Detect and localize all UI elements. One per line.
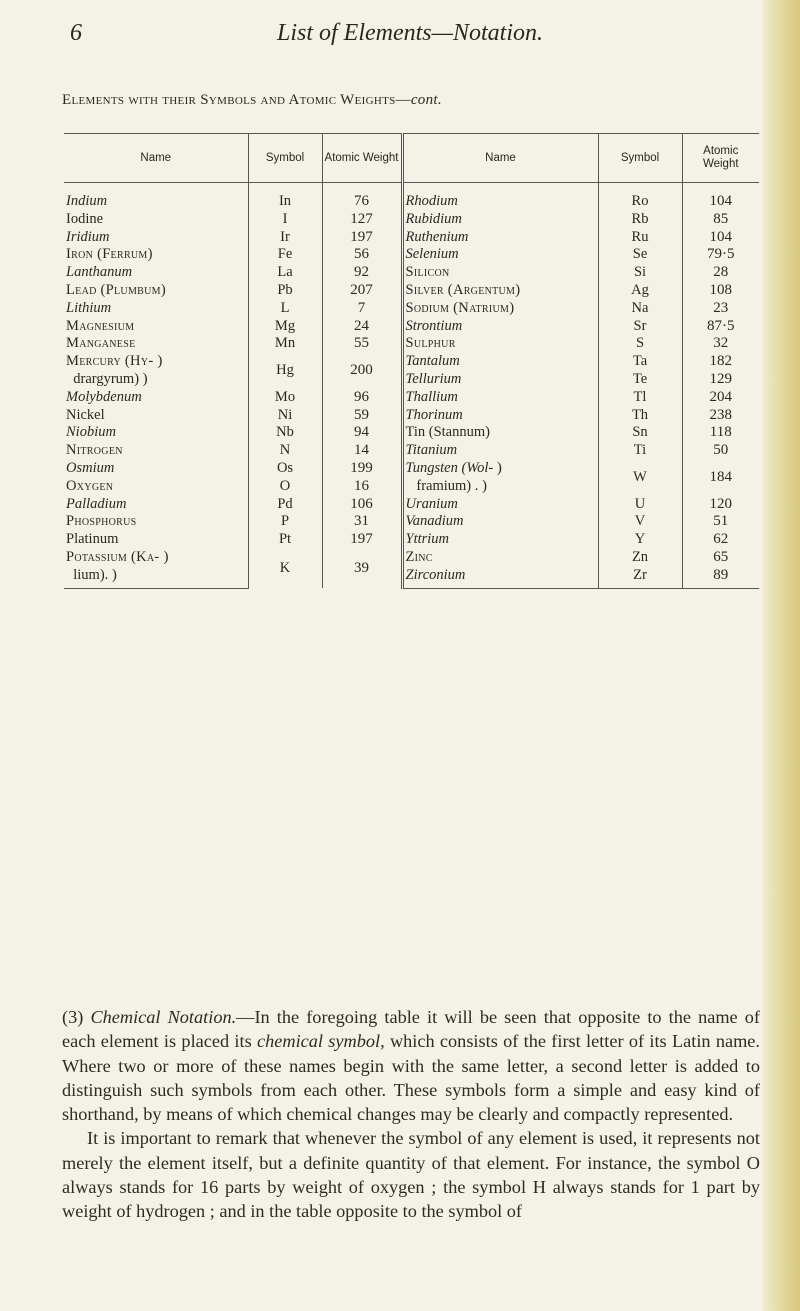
- page-number: 6: [70, 20, 82, 46]
- element-weight: 118: [682, 424, 759, 442]
- element-symbol: Fe: [248, 246, 322, 264]
- table-row: [64, 264, 759, 282]
- brace-glyph: ): [496, 459, 502, 476]
- table-row: [64, 531, 759, 549]
- element-symbol: Tl: [598, 389, 682, 407]
- table-row: [64, 424, 759, 442]
- table-row: [64, 407, 759, 425]
- table-row: [64, 371, 759, 389]
- element-weight: 106: [322, 496, 402, 514]
- element-symbol: Si: [598, 264, 682, 282]
- element-weight: 104: [682, 193, 759, 211]
- element-name: Tellurium: [402, 371, 598, 389]
- element-symbol: Zn: [598, 549, 682, 567]
- element-name: [64, 353, 248, 371]
- paragraph-text: It is important to remark that whenever the symbol of any element is used, it represents not merely the element itself, but a definite quantity of that element. For instance, the symbol O always stands for 16 parts by weight of oxygen ; the symbol H always stands for 1 part by weight of hydrogen ; and in the table opposite to the symbol of: [62, 1128, 760, 1222]
- element-name-line2: framium): [416, 477, 472, 494]
- element-weight: 14: [322, 442, 402, 460]
- element-symbol: Sn: [598, 424, 682, 442]
- element-weight: 87·5: [682, 318, 759, 336]
- element-name: Yttrium: [402, 531, 598, 549]
- element-name: Osmium: [66, 459, 115, 476]
- table-row: [64, 353, 759, 371]
- element-weight: 56: [322, 246, 402, 264]
- element-name: Silicon: [402, 264, 598, 282]
- paragraph-symbols: [62, 1126, 760, 1223]
- element-name: Selenium: [402, 246, 598, 264]
- element-symbol: Th: [598, 407, 682, 425]
- element-symbol: Os: [248, 460, 322, 478]
- section-heading: Chemical Notation.: [90, 1007, 237, 1027]
- element-weight: 129: [682, 371, 759, 389]
- element-symbol: K: [248, 549, 322, 588]
- element-symbol: Hg: [248, 353, 322, 389]
- element-symbol: V: [598, 513, 682, 531]
- element-weight: 28: [682, 264, 759, 282]
- element-name: Uranium: [402, 496, 598, 514]
- body-text: [62, 1005, 760, 1224]
- brace-glyph: ): [482, 477, 488, 494]
- table-title: [62, 92, 762, 109]
- table-row: [64, 300, 759, 318]
- element-symbol: Mo: [248, 389, 322, 407]
- table-row: [64, 318, 759, 336]
- table-row: [64, 460, 759, 478]
- element-weight: 127: [322, 211, 402, 229]
- col-header-name-right: Name: [402, 134, 598, 183]
- element-name: lium). ): [64, 567, 248, 588]
- element-symbol: U: [598, 496, 682, 514]
- col-header-symbol-left: Symbol: [248, 134, 322, 183]
- element-symbol: Sr: [598, 318, 682, 336]
- element-weight: 96: [322, 389, 402, 407]
- table-title-cont: cont.: [410, 92, 442, 108]
- page-header: [70, 20, 750, 60]
- element-name: Nitrogen: [66, 442, 123, 459]
- element-name: Magnesium: [66, 317, 135, 334]
- element-name: Rhodium: [402, 193, 598, 211]
- element-weight: 108: [682, 282, 759, 300]
- table-title-main: Elements with their Symbols and Atomic Weights—: [62, 92, 411, 108]
- element-name: Nickel: [66, 406, 105, 423]
- element-weight: 197: [322, 531, 402, 549]
- element-symbol: Ti: [598, 442, 682, 460]
- col-header-weight-right: Atomic Weight: [682, 134, 759, 183]
- element-weight: 204: [682, 389, 759, 407]
- element-name: Zirconium: [402, 567, 598, 588]
- element-symbol: P: [248, 513, 322, 531]
- element-name: Tantalum: [402, 353, 598, 371]
- element-weight: 197: [322, 229, 402, 247]
- element-weight: 55: [322, 335, 402, 353]
- table-row: [64, 496, 759, 514]
- element-symbol: L: [248, 300, 322, 318]
- element-symbol: Pt: [248, 531, 322, 549]
- element-weight: 94: [322, 424, 402, 442]
- element-name-line1: Tungsten (Wol-: [405, 459, 494, 476]
- table-row: [64, 549, 759, 567]
- element-name: Palladium: [66, 495, 127, 512]
- table-row: [64, 335, 759, 353]
- elements-table: [64, 133, 759, 589]
- paragraph-text: which consists of the first letter of its Latin name. Where two or more of these names begin with the same letter, a second letter is added to distinguish such symbols from each other. These symbols form a simple and easy kind of shorthand, by means of which chemical changes may be clearly and compactly represented.: [62, 1031, 760, 1125]
- table-row: [64, 246, 759, 264]
- element-weight: 31: [322, 513, 402, 531]
- element-weight: 92: [322, 264, 402, 282]
- element-name: Oxygen: [66, 477, 114, 494]
- element-name-line2: lium): [73, 566, 105, 583]
- table-header-row: [64, 134, 759, 183]
- table-row: [64, 193, 759, 211]
- brace-glyph: ): [163, 548, 169, 565]
- element-weight: 238: [682, 407, 759, 425]
- element-weight: 199: [322, 460, 402, 478]
- element-name: [64, 371, 248, 389]
- element-symbol: Ta: [598, 353, 682, 371]
- table-row: [64, 442, 759, 460]
- element-weight: 16: [322, 478, 402, 496]
- element-name: Indium: [66, 193, 108, 209]
- element-weight: 51: [682, 513, 759, 531]
- element-name: Sulphur: [402, 335, 598, 353]
- element-name: Phosphorus: [66, 513, 137, 530]
- element-symbol: I: [248, 211, 322, 229]
- emphasis-text: chemical symbol,: [257, 1031, 385, 1052]
- element-symbol: S: [598, 335, 682, 353]
- element-name: framium) . ): [402, 478, 598, 496]
- element-weight: 89: [682, 567, 759, 588]
- paragraph-notation: [62, 1005, 760, 1126]
- element-symbol: N: [248, 442, 322, 460]
- spacer-row: [64, 183, 759, 194]
- element-name: Thorinum: [402, 407, 598, 425]
- paragraph-text: —In the foregoing table it will be seen that opposite to the name of each element is placed its: [62, 1007, 760, 1052]
- element-symbol: Pb: [248, 282, 322, 300]
- element-weight: 79·5: [682, 246, 759, 264]
- element-symbol: Ru: [598, 229, 682, 247]
- element-name: Ruthenium: [402, 229, 598, 247]
- element-symbol: In: [248, 193, 322, 211]
- element-symbol: Se: [598, 246, 682, 264]
- element-symbol: Mg: [248, 318, 322, 336]
- table-row: [64, 282, 759, 300]
- table-row: [64, 389, 759, 407]
- col-header-weight-left: Atomic Weight: [322, 134, 402, 183]
- element-weight: 184: [682, 460, 759, 496]
- element-symbol: Y: [598, 531, 682, 549]
- element-symbol: Nb: [248, 424, 322, 442]
- element-symbol: Te: [598, 371, 682, 389]
- element-weight: 200: [322, 353, 402, 389]
- element-symbol: Zr: [598, 567, 682, 588]
- element-symbol: Mn: [248, 335, 322, 353]
- element-name: Manganese: [66, 335, 136, 352]
- element-name: Tin (Stannum): [402, 424, 598, 442]
- element-name: Thallium: [402, 389, 598, 407]
- element-name: Lanthanum: [66, 264, 133, 281]
- element-name: Lithium: [66, 299, 112, 316]
- element-name: Strontium: [402, 318, 598, 336]
- page-edge: [762, 0, 800, 1311]
- brace-glyph: ): [111, 566, 117, 583]
- element-symbol: Ir: [248, 229, 322, 247]
- element-name: Silver (Argentum): [402, 282, 598, 300]
- element-name-line1: Mercury (Hy-: [66, 353, 154, 370]
- element-weight: 32: [682, 335, 759, 353]
- element-weight: 23: [682, 300, 759, 318]
- element-name: Rubidium: [402, 211, 598, 229]
- element-name-line2: drargyrum): [73, 370, 140, 387]
- element-weight: 62: [682, 531, 759, 549]
- element-weight: 7: [322, 300, 402, 318]
- element-weight: 39: [322, 549, 402, 588]
- element-name: Iodine: [66, 210, 104, 227]
- element-name: Lead (Plumbum): [66, 281, 166, 298]
- element-weight: 207: [322, 282, 402, 300]
- brace-glyph: ): [142, 370, 148, 387]
- element-weight: 120: [682, 496, 759, 514]
- element-name: Titanium: [402, 442, 598, 460]
- element-name: Molybdenum: [66, 388, 142, 405]
- element-symbol: Ni: [248, 407, 322, 425]
- element-name: Sodium (Natrium): [402, 300, 598, 318]
- element-symbol: Na: [598, 300, 682, 318]
- table-row: [64, 567, 759, 588]
- element-weight: 65: [682, 549, 759, 567]
- element-name: Iron (Ferrum): [66, 246, 153, 263]
- element-name: Niobium: [66, 424, 116, 441]
- col-header-name-left: Name: [64, 134, 248, 183]
- element-weight: 59: [322, 407, 402, 425]
- element-symbol: W: [598, 460, 682, 496]
- element-name: [402, 460, 598, 478]
- running-title: List of Elements—Notation.: [276, 20, 543, 46]
- element-weight: 182: [682, 353, 759, 371]
- element-name: [64, 549, 248, 567]
- element-symbol: Rb: [598, 211, 682, 229]
- table-row: [64, 229, 759, 247]
- table-row: [64, 513, 759, 531]
- element-weight: 76: [322, 193, 402, 211]
- element-weight: 24: [322, 318, 402, 336]
- col-header-symbol-right: Symbol: [598, 134, 682, 183]
- element-name: Iridium: [66, 228, 110, 245]
- element-symbol: O: [248, 478, 322, 496]
- element-symbol: La: [248, 264, 322, 282]
- table-row: [64, 211, 759, 229]
- element-symbol: Pd: [248, 496, 322, 514]
- brace-glyph: ): [157, 353, 163, 370]
- element-symbol: Ag: [598, 282, 682, 300]
- element-name-line1: Potassium (Ka-: [66, 548, 160, 565]
- element-weight: 50: [682, 442, 759, 460]
- element-weight: 104: [682, 229, 759, 247]
- element-name: Vanadium: [402, 513, 598, 531]
- element-symbol: Ro: [598, 193, 682, 211]
- element-name: Platinum: [66, 531, 119, 548]
- section-number: (3): [62, 1007, 84, 1027]
- element-weight: 85: [682, 211, 759, 229]
- element-name: Zinc: [402, 549, 598, 567]
